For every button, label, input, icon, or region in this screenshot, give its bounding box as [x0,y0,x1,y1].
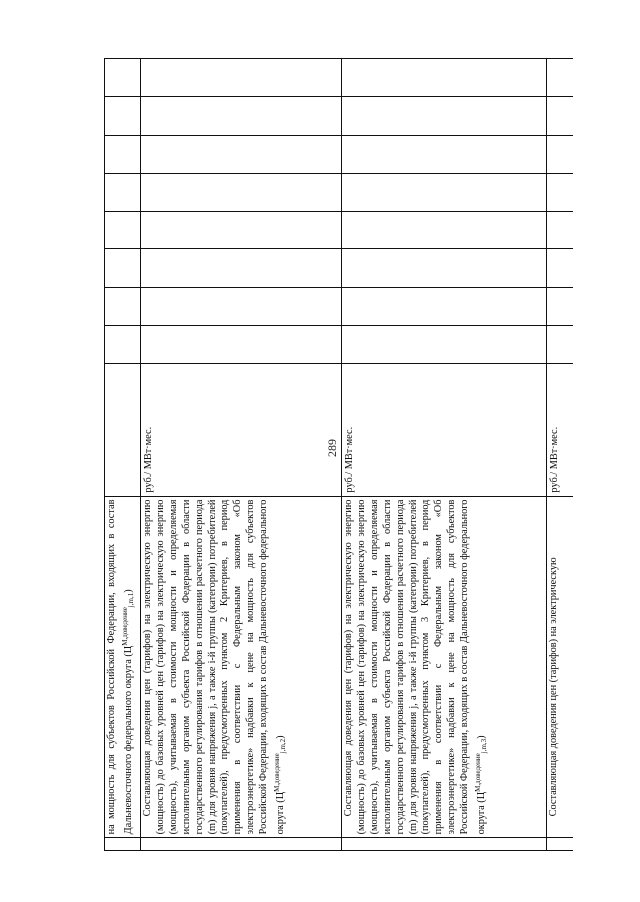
value-cell [342,249,547,288]
value-cell [141,326,342,364]
tariff-table [104,58,573,851]
table-row [141,59,342,851]
value-cell [141,59,342,97]
value-cell [105,249,141,288]
description-text: Составляющая доведения цен (тарифов) на электрическую [548,557,559,817]
formula-variable: $(Ц^{М,доведение}_{j,m,3})$ [474,735,489,803]
value-cell [547,135,574,173]
value-cell [105,59,141,97]
value-cell [342,326,547,364]
table-row [342,59,547,851]
row-left-margin-cell [342,838,547,851]
value-cell [547,173,574,211]
value-cell [342,211,547,249]
value-cell [105,211,141,249]
unit-cell: руб./ МВт·мес. [342,364,547,497]
unit-cell: руб./ МВт·мес. [547,364,574,497]
description-cell [105,496,141,838]
value-cell [141,173,342,211]
value-cell [141,135,342,173]
value-cell [141,96,342,135]
value-cell [342,96,547,135]
description-cell [342,496,547,838]
unit-cell [105,364,141,497]
value-cell [342,59,547,97]
row-left-margin-cell [141,838,342,851]
row-left-margin-cell [547,838,574,851]
value-cell [547,326,574,364]
value-cell [105,96,141,135]
value-cell [141,288,342,326]
value-cell [141,211,342,249]
value-cell [547,59,574,97]
value-cell [105,326,141,364]
description-text: Составляющая доведения цен (тарифов) на электрическую энергию (мощность) до базовых уровней цен (тарифов) на электрическую энергию (мощность), учитываемая в стоимости мощности и определяемая исполнительным органом субъекта Российской Федерации в области государственного регулирования тарифов в отношении расчетного периода (m) для уровня напряжения j, а также i-й группы (категории) потребителей (покупателей), предусмотренных пунктом 3 Критериев, в период применения в соответствии с Федеральным законом «Об электроэнергетике» надбавки к цене на мощность для субъектов Российской Федерации, входящих в состав Дальневосточного федерального округа [343,499,488,835]
description-text: Составляющая доведения цен (тарифов) на электрическую энергию (мощность) до базовых уровней цен (тарифов) на электрическую энергию (мощность), учитываемая в стоимости мощности и определяемая исполнительным органом субъекта Российской Федерации в области государственного регулирования тарифов в отношении расчетного периода (m) для уровня напряжения j, а также i-й группы (категории) потребителей (покупателей), предусмотренных пунктом 2 Критериев, в период применения в соответствии с Федеральным законом «Об электроэнергетике» надбавки к цене на мощность для субъектов Российской Федерации, входящих в состав Дальневосточного федерального округа [142,499,287,835]
table-row [547,59,574,851]
description-cell [547,496,574,838]
formula-variable: $(Ц^{М,доведение}_{j,m,2})$ [273,735,288,803]
value-cell [342,135,547,173]
description-text: на мощность для субъектов Российской Федерации, входящих в состав Дальневосточного федерального округа [106,499,134,835]
value-cell [547,96,574,135]
value-cell [342,288,547,326]
table-wrapper [104,58,573,851]
value-cell [342,173,547,211]
value-cell [105,173,141,211]
formula-variable: $(Ц^{М,доведение}_{j,m,1})$ [120,589,135,657]
page-number: 289 [325,439,339,457]
row-left-margin-cell [105,838,141,851]
description-cell [141,496,342,838]
value-cell [105,288,141,326]
value-cell [547,249,574,288]
unit-cell: руб./ МВт·мес. [141,364,342,497]
value-cell [141,249,342,288]
value-cell [547,288,574,326]
value-cell [105,135,141,173]
table-row [105,59,141,851]
rotated-table-area [104,58,573,851]
value-cell [547,211,574,249]
